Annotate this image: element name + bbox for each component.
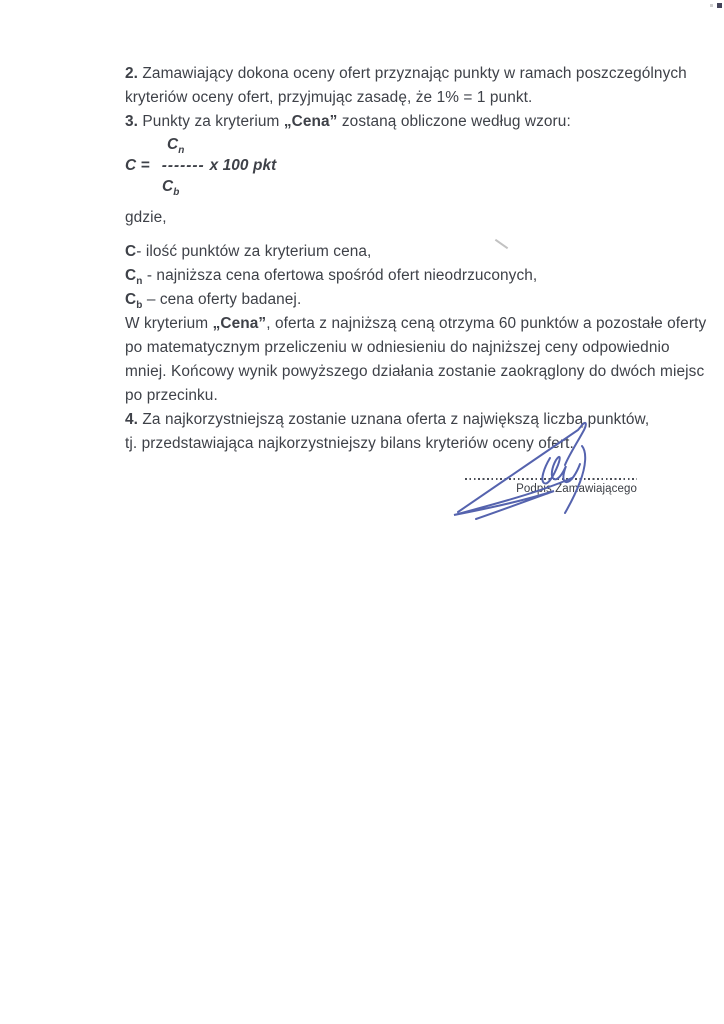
text-line: C- ilość punktów za kryterium cena,: [125, 243, 372, 260]
scan-artifact-speck: [717, 3, 722, 8]
text-line: tj. przedstawiająca najkorzystniejszy bilans kryteriów oceny ofert.: [125, 435, 574, 452]
formula-multiplier: x 100 pkt: [209, 157, 277, 174]
formula-denominator-base: C: [162, 178, 174, 195]
text-line: $C_b$ – cena oferty badanej.: [125, 291, 302, 312]
text-line: $C_n$ - najniższa cena ofertowa spośród ofert nieodrzuconych,: [125, 267, 538, 288]
price-formula: [125, 134, 665, 230]
signature-label: Podpis Zamawiającego: [516, 483, 637, 495]
formula-numerator-base: C: [167, 136, 179, 153]
handwritten-signature: [440, 418, 650, 523]
text-line: W kryterium „Cena”, oferta z najniższą ceną otrzyma 60 punktów a pozostałe oferty: [125, 315, 707, 332]
formula-fraction-bar: -------: [161, 157, 205, 174]
text-line: kryteriów oceny ofert, przyjmując zasadę, że 1% = 1 punkt.: [125, 89, 533, 106]
text-line: mniej. Końcowy wynik powyższego działania zostanie zaokrąglony do dwóch miejsc: [125, 363, 705, 380]
formula-numerator: [167, 134, 665, 155]
text-line: 3. Punkty za kryterium „Cena” zostaną obliczone według wzoru:: [125, 113, 571, 130]
text-line: po przecinku.: [125, 387, 218, 404]
text-line: po matematycznym przeliczeniu w odniesieniu do najniższej ceny odpowiednio: [125, 339, 670, 356]
formula-numerator-sub: n: [178, 145, 185, 157]
formula-denominator-sub: b: [173, 187, 180, 199]
document-text: [125, 62, 707, 456]
formula-lhs: C =: [125, 157, 150, 174]
formula-main-line: [125, 155, 665, 176]
text-line: 2. Zamawiający dokona oceny ofert przyznając punkty w ramach poszczególnych: [125, 65, 687, 82]
scan-artifact-speck: [710, 4, 713, 7]
text-line: 4. Za najkorzystniejszą zostanie uznana oferta z największą liczbą punktów,: [125, 411, 650, 428]
formula-where-label: gdzie,: [125, 209, 167, 226]
intro-paragraph: [125, 62, 687, 134]
formula-denominator: [162, 176, 665, 197]
